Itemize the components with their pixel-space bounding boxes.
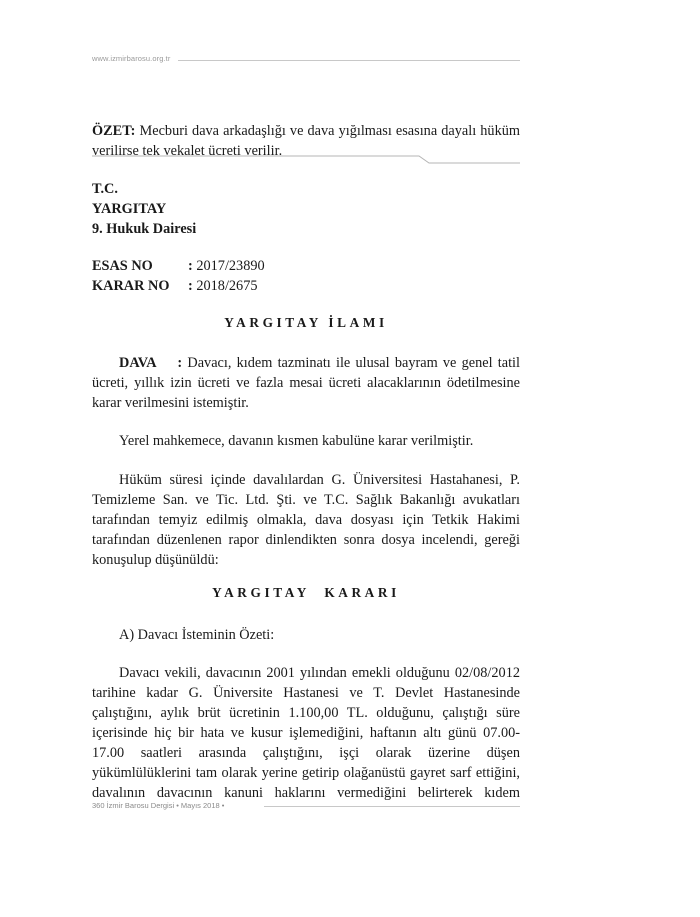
hukum-paragraph: Hüküm süresi içinde davalılardan G. Üniversitesi Hastahanesi, P. Temizleme San. ve Tic. Ltd. Şti. ve T.C. Sağlık Bakanlığı avukatları tarafından temyiz edilmiş olmakla, dava dosyası için Tetkik Hakimi tarafından düzenlenen rapor dinlendikten sonra dosya incelendi, gereği konuşulup düşünüldü: — [92, 472, 520, 568]
karar-label: KARAR NO — [92, 278, 170, 294]
vekil-paragraph: Davacı vekili, davacının 2001 yılından emekli olduğunu 02/08/2012 tarihine kadar G. Üniversite Hastanesi ve T. Devlet Hastanesinde çalıştığını, aylık brüt ücretinin 1.100,00 TL. olduğunu, çalıştığı süre içerisinde hiç bir hata ve kusur işlemediğini, haftanın altı günü 07.00-17.00 saatleri arasında çalıştığını, işçi olarak üzerine düşen yükümlülüklerini tam olarak yerine getirip olağanüstü gayret sarf ettiğini, davalının davacının kanuni haklarını vermediğini belirterek kıdem — [92, 665, 520, 801]
karar-colon: : — [188, 278, 193, 294]
karar-row — [92, 276, 265, 296]
court-block — [92, 179, 196, 239]
footer-rule — [264, 806, 520, 807]
yerel-paragraph: Yerel mahkemece, davanın kısmen kabulüne karar verilmiştir. — [119, 433, 474, 449]
dava-label: DAVA : — [119, 355, 183, 371]
section-a-title: A) Davacı İsteminin Özeti: — [119, 627, 275, 643]
header-rule — [178, 60, 520, 61]
esas-row — [92, 256, 265, 276]
court-line-tc: T.C. — [92, 181, 118, 197]
summary-rule — [92, 154, 520, 168]
case-numbers — [92, 256, 265, 296]
dava-paragraph — [92, 353, 520, 413]
site-url: www.izmirbarosu.org.tr — [92, 54, 171, 63]
summary-text: Mecburi dava arkadaşlığı ve dava yığılması esasına dayalı hüküm verilirse tek vekalet ücreti verilir. — [92, 123, 520, 159]
esas-colon: : — [188, 258, 193, 274]
karar-value: 2018/2675 — [196, 278, 258, 294]
esas-value: 2017/23890 — [196, 258, 265, 274]
court-line-yargitay: YARGITAY — [92, 201, 167, 217]
dava-text: Davacı, kıdem tazminatı ile ulusal bayram ve genel tatil ücreti, yıllık izin ücreti ve fazla mesai ücreti alacaklarının ödetilmesine karar verilmesini istemiştir. — [92, 355, 520, 411]
court-line-chamber: 9. Hukuk Dairesi — [92, 221, 197, 237]
heading-karar: YARGITAY KARARI — [212, 585, 400, 600]
footer-text: 360 İzmir Barosu Dergisi • Mayıs 2018 • — [92, 801, 225, 810]
heading-ilam: YARGITAY İLAMI — [224, 315, 388, 330]
summary-label: ÖZET: — [92, 123, 136, 139]
esas-label: ESAS NO — [92, 258, 153, 274]
